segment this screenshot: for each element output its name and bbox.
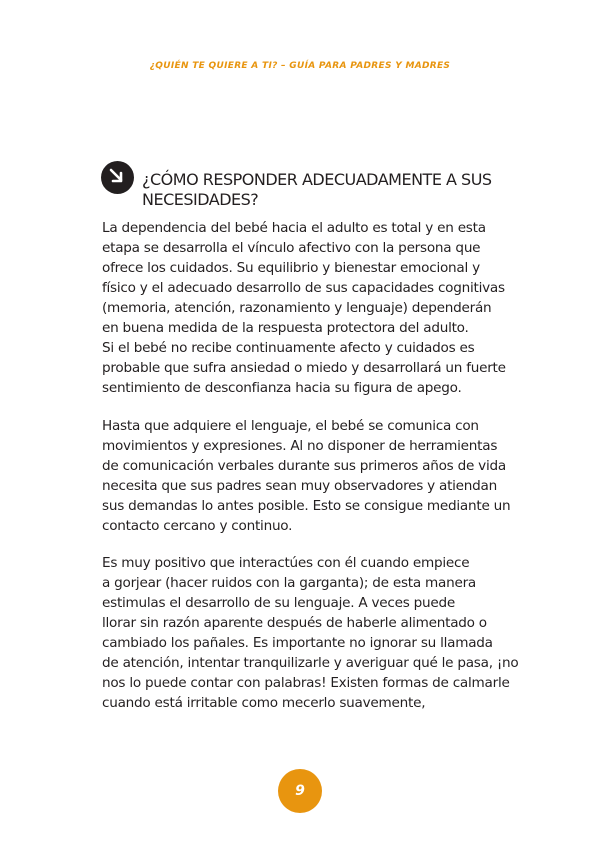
text-line: Hasta que adquiere el lenguaje, el bebé se comunica con [102, 418, 479, 434]
text-line: La dependencia del bebé hacia el adulto es total y en esta [102, 220, 486, 236]
section-title: ¿CÓMO RESPONDER ADECUADAMENTE A SUS NECESIDADES? [142, 170, 492, 210]
text-line: llorar sin razón aparente después de haberle alimentado o [102, 615, 487, 631]
text-line: nos lo puede contar con palabras! Existen formas de calmarle [102, 675, 510, 691]
paragraph-3 [102, 553, 522, 713]
text-line: sus demandas lo antes posible. Esto se consigue mediante un [102, 498, 511, 514]
text-line: movimientos y expresiones. Al no disponer de herramientas [102, 438, 498, 454]
text-line: físico y el adecuado desarrollo de sus capacidades cognitivas [102, 280, 505, 296]
text-line: probable que sufra ansiedad o miedo y desarrollará un fuerte [102, 360, 506, 376]
text-line: etapa se desarrolla el vínculo afectivo con la persona que [102, 240, 481, 256]
text-line: sentimiento de desconfianza hacia su figura de apego. [102, 380, 462, 396]
text-line: de atención, intentar tranquilizarle y averiguar qué le pasa, ¡no [102, 655, 519, 671]
text-line: a gorjear (hacer ruidos con la garganta); de esta manera [102, 575, 477, 591]
text-line: ofrece los cuidados. Su equilibrio y bienestar emocional y [102, 260, 480, 276]
text-line: (memoria, atención, razonamiento y lenguaje) dependerán [102, 300, 492, 316]
paragraph-2 [102, 416, 522, 536]
text-line: estimulas el desarrollo de su lenguaje. A veces puede [102, 595, 455, 611]
text-line: en buena medida de la respuesta protectora del adulto. [102, 320, 469, 336]
text-line: Si el bebé no recibe continuamente afecto y cuidados es [102, 340, 475, 356]
arrow-down-right-circle-icon [101, 161, 134, 194]
paragraph-1 [102, 218, 522, 398]
running-header: ¿QUIÉN TE QUIERE A TI? – GUÍA PARA PADRES Y MADRES [149, 61, 451, 71]
text-line: cuando está irritable como mecerlo suavemente, [102, 695, 426, 711]
text-line: de comunicación verbales durante sus primeros años de vida [102, 458, 506, 474]
text-line: Es muy positivo que interactúes con él cuando empiece [102, 555, 470, 571]
text-line: contacto cercano y continuo. [102, 518, 293, 534]
page-number-badge: 9 [278, 769, 322, 813]
text-line: cambiado los pañales. Es importante no ignorar su llamada [102, 635, 493, 651]
text-line: necesita que sus padres sean muy observadores y atiendan [102, 478, 497, 494]
